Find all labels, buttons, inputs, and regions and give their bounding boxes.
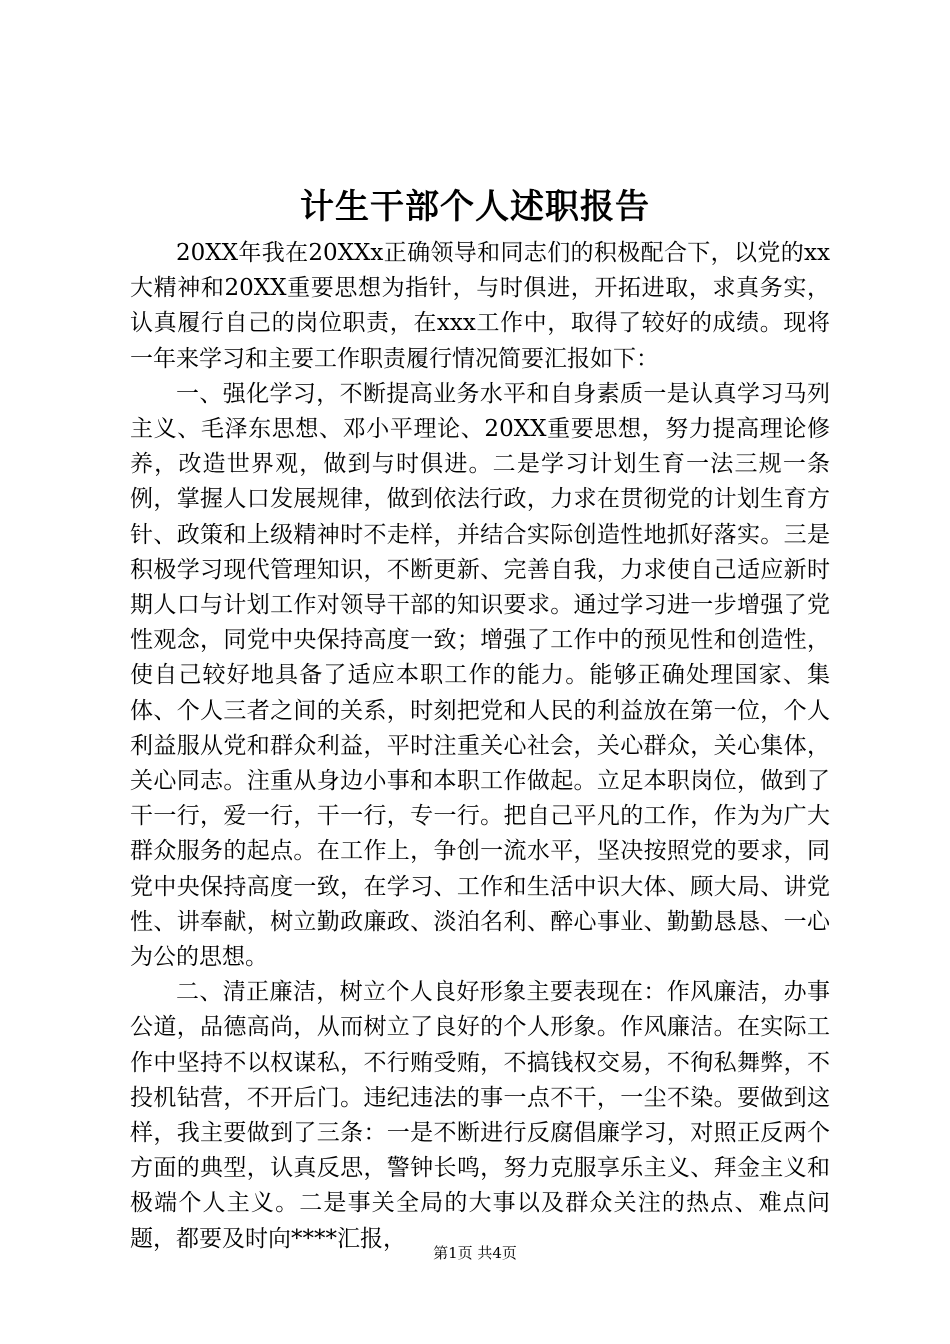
paragraph-section-1: 一、强化学习，不断提高业务水平和自身素质一是认真学习马列主义、毛泽东思想、邓小平理论、20XX重要思想，努力提高理论修养，改造世界观，做到与时俱进。二是学习计划生育一法三规一条例，掌握人口发展规律，做到依法行政，力求在贯彻党的计划生育方针、政策和上级精神时不走样，并结合实际创造性地抓好落实。三是积极学习现代管理知识，不断更新、完善自我，力求使自己适应新时期人口与计划工作对领导干部的知识要求。通过学习进一步增强了党性观念，同党中央保持高度一致；增强了工作中的预见性和创造性，使自己较好地具备了适应本职工作的能力。能够正确处理国家、集体、个人三者之间的关系，时刻把党和人民的利益放在第一位，个人利益服从党和群众利益，平时注重关心社会，关心群众，关心集体，关心同志。注重从身边小事和本职工作做起。立足本职岗位，做到了干一行，爱一行，干一行，专一行。把自己平凡的工作，作为为广大群众服务的起点。在工作上，争创一流水平，坚决按照党的要求，同党中央保持高度一致，在学习、工作和生活中识大体、顾大局、讲党性、讲奉献，树立勤政廉政、淡泊名利、醉心事业、勤勤恳恳、一心为公的思想。 [130, 380, 830, 971]
paragraph-section-2: 二、清正廉洁，树立个人良好形象主要表现在：作风廉洁，办事公道，品德高尚，从而树立了良好的个人形象。作风廉洁。在实际工作中坚持不以权谋私，不行贿受贿，不搞钱权交易，不徇私舞弊，不投机钻营，不开后门。违纪违法的事一点不干，一尘不染。要做到这样，我主要做到了三条：一是不断进行反腐倡廉学习，对照正反两个方面的典型，认真反思，警钟长鸣，努力克服享乐主义、拜金主义和极端个人主义。二是事关全局的大事以及群众关注的热点、难点问题，都要及时向****汇报， [130, 979, 830, 1252]
page-footer: 第1页 共4页 [433, 1244, 517, 1262]
document-body [130, 236, 830, 1257]
paragraph-intro: 20XX年我在20XXx正确领导和同志们的积极配合下，以党的xx大精神和20XX重要思想为指针，与时俱进，开拓进取，求真务实，认真履行自己的岗位职责，在xxx工作中，取得了较好的成绩。现将一年来学习和主要工作职责履行情况简要汇报如下： [130, 240, 830, 372]
document-title: 计生干部个人述职报告 [300, 187, 650, 227]
